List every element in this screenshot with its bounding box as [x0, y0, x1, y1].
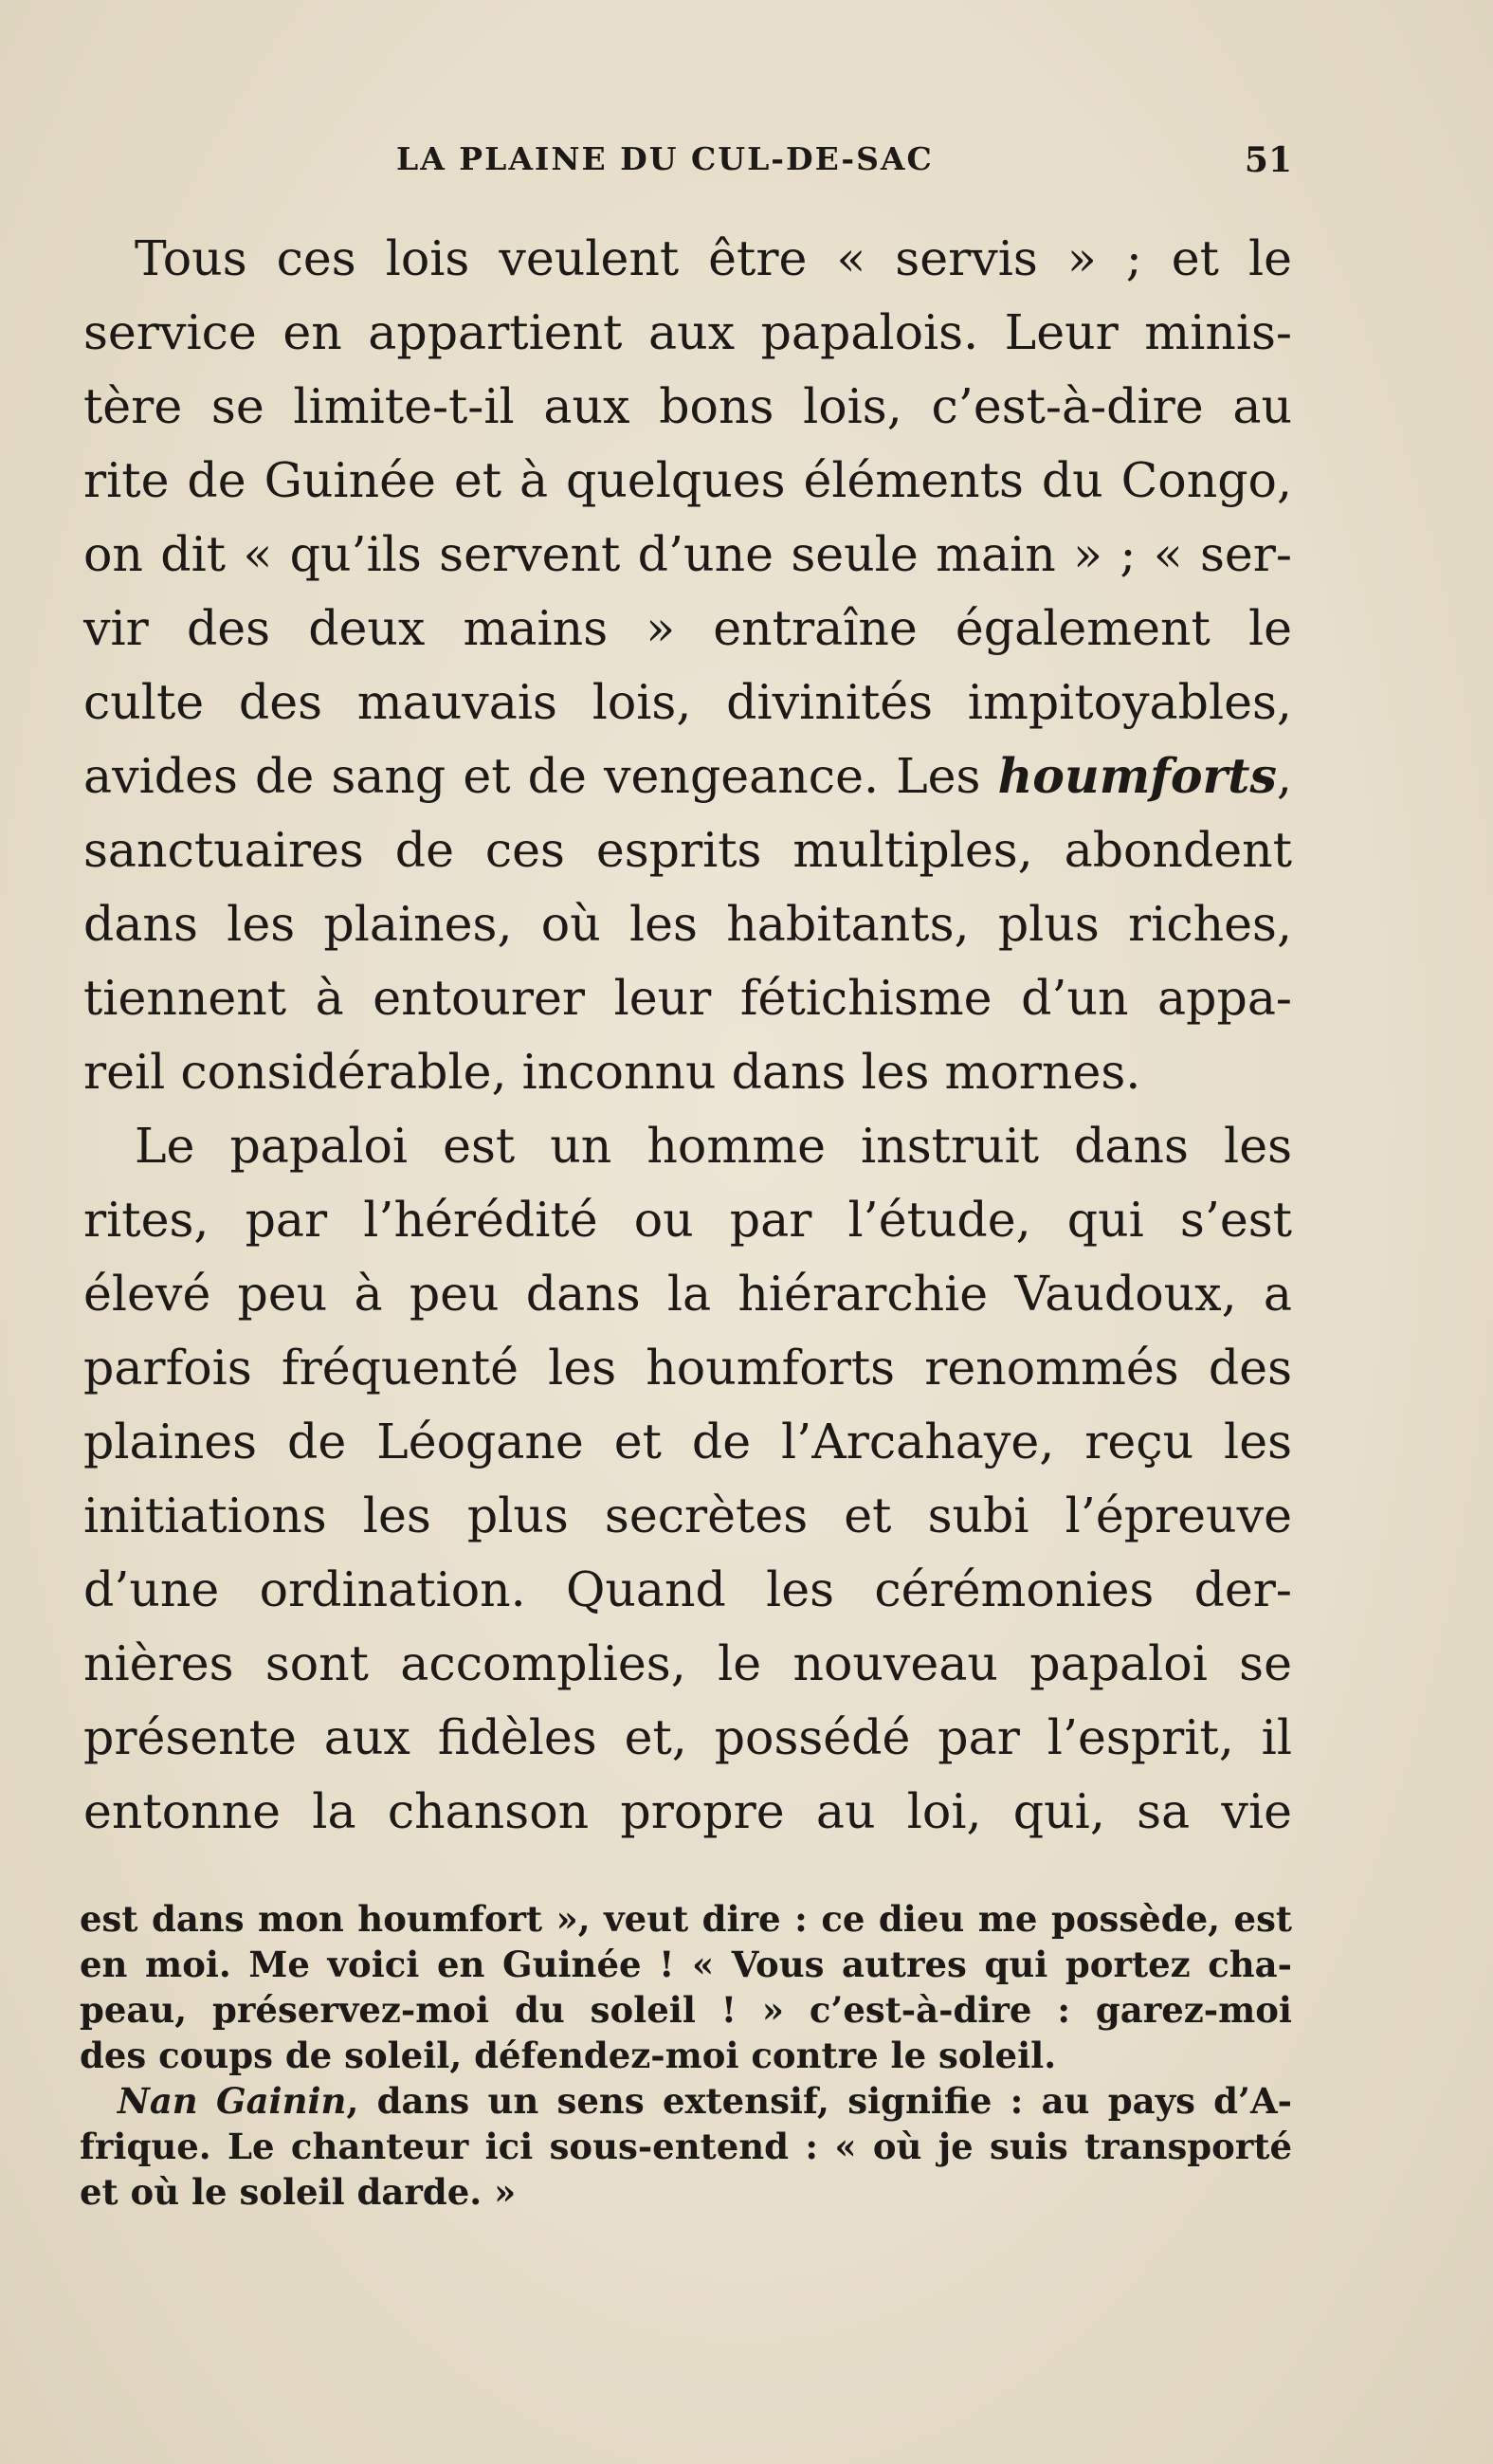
- italic-term: houmforts: [997, 748, 1277, 804]
- text-line: sanctuaires de ces esprits multiples, abondent: [83, 822, 1292, 878]
- text-line: dans les plaines, où les habitants, plus riches,: [83, 896, 1292, 952]
- text-line: plaines de Léogane et de l’Arcahaye, reçu les: [83, 1414, 1292, 1469]
- footnote-line: et où le soleil darde. »: [80, 2171, 517, 2213]
- text-line: parfois fréquenté les houmforts renommés des: [83, 1340, 1292, 1396]
- footnote-line: en moi. Me voici en Guinée ! « Vous autres qui portez cha-: [80, 1944, 1292, 1985]
- text-line: culte des mauvais lois, divinités impitoyables,: [83, 674, 1292, 730]
- text-fragment: ,: [1276, 748, 1292, 804]
- italic-term: Nan Gainin: [118, 2080, 347, 2122]
- text-line: présente aux fidèles et, possédé par l’esprit, il: [83, 1709, 1292, 1765]
- text-line: nières sont accomplies, le nouveau papaloi se: [83, 1635, 1292, 1691]
- footnotes: [80, 1896, 1292, 2215]
- text-fragment: , dans un sens extensif, signifie : au pays d’A-: [346, 2080, 1293, 2122]
- text-line: [83, 739, 1292, 813]
- text-line: rite de Guinée et à quelques éléments du Congo,: [83, 452, 1292, 508]
- text-line: rites, par l’hérédité ou par l’étude, qui s’est: [83, 1192, 1292, 1248]
- page-header: [83, 140, 1292, 188]
- text-line: tère se limite-t-il aux bons lois, c’est-à-dire au: [83, 378, 1292, 434]
- footnote-line: [80, 2078, 1292, 2124]
- text-line: entonne la chanson propre au loi, qui, sa vie: [83, 1783, 1292, 1839]
- text-line: service en appartient aux papalois. Leur minis-: [83, 304, 1292, 360]
- footnote-line: peau, préservez-moi du soleil ! » c’est-à-dire : garez-moi: [80, 1989, 1292, 2031]
- text-line: Tous ces lois veulent être « servis » ; et le: [135, 230, 1292, 286]
- text-line: initiations les plus secrètes et subi l’épreuve: [83, 1488, 1292, 1543]
- footnote-line: est dans mon houmfort », veut dire : ce dieu me possède, est: [80, 1898, 1292, 1940]
- text-line: d’une ordination. Quand les cérémonies der-: [83, 1561, 1292, 1617]
- text-line: Le papaloi est un homme instruit dans les: [135, 1118, 1292, 1174]
- text-line: tiennent à entourer leur fétichisme d’un appa-: [83, 970, 1292, 1026]
- footnote-line: frique. Le chanteur ici sous-entend : « où je suis transporté: [80, 2126, 1292, 2167]
- text-line: reil considérable, inconnu dans les mornes.: [83, 1044, 1141, 1100]
- text-fragment: avides de sang et de vengeance. Les: [83, 748, 981, 804]
- running-title: LA PLAINE DU CUL-DE-SAC: [396, 140, 934, 177]
- footnote-line: des coups de soleil, défendez-moi contre le soleil.: [80, 2035, 1057, 2076]
- body-text: [83, 222, 1292, 1849]
- text-line: élevé peu à peu dans la hiérarchie Vaudoux, a: [83, 1266, 1292, 1322]
- page-number: 51: [1244, 140, 1292, 180]
- text-line: vir des deux mains » entraîne également le: [83, 600, 1292, 656]
- text-line: on dit « qu’ils servent d’une seule main » ; « ser-: [83, 526, 1292, 582]
